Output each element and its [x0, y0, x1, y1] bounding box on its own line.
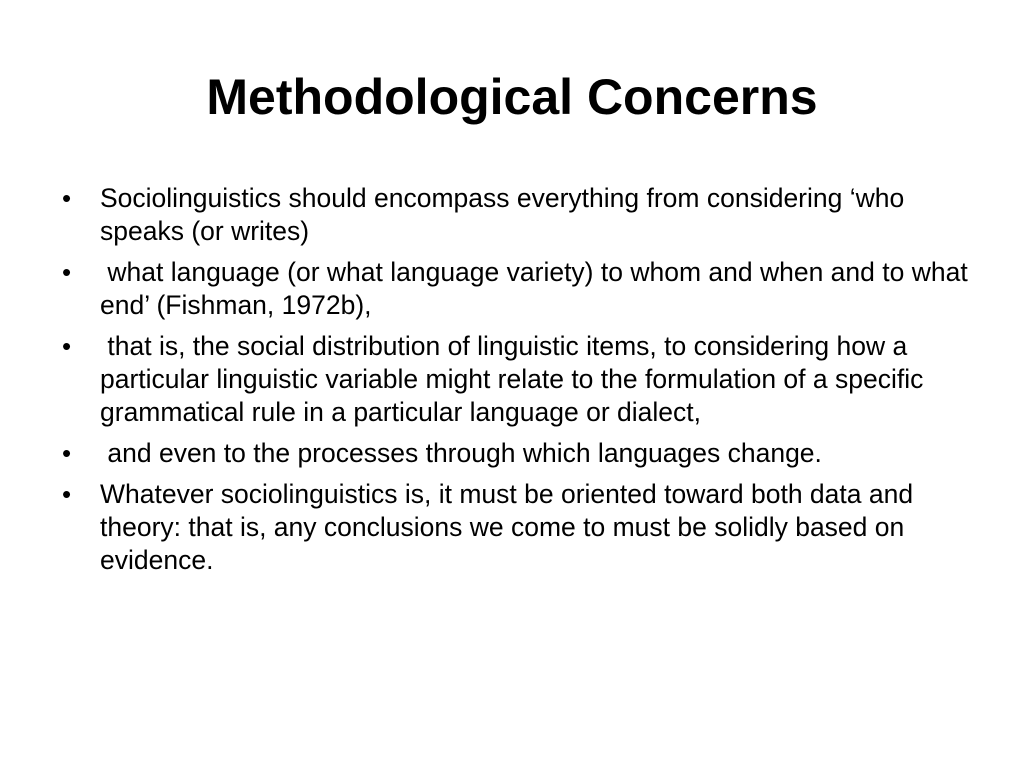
bullet-list	[60, 182, 976, 585]
slide-title: Methodological Concerns	[206, 69, 818, 125]
bullet-dot-icon: •	[62, 331, 72, 361]
bullet-dot-icon: •	[62, 183, 72, 213]
bullet-text: that is, the social distribution of linguistic items, to considering how a particular linguistic variable might relate to the formulation of a specific grammatical rule in a particular language or dialect,	[100, 331, 931, 427]
bullet-item	[60, 330, 970, 429]
bullet-item	[60, 437, 970, 470]
bullet-text: what language (or what language variety) to whom and when and to what end’ (Fishman, 1972b),	[100, 257, 976, 320]
bullet-text: Sociolinguistics should encompass everything from considering ‘who speaks (or writes)	[100, 183, 905, 246]
bullet-dot-icon: •	[62, 438, 72, 468]
bullet-dot-icon: •	[62, 257, 72, 287]
bullet-text: Whatever sociolinguistics is, it must be oriented toward both data and theory: that is, any conclusions we come to must be solidly based on evidence.	[100, 479, 914, 575]
bullet-dot-icon: •	[62, 479, 72, 509]
bullet-text: and even to the processes through which languages change.	[100, 438, 822, 468]
bullet-item	[60, 256, 976, 322]
bullet-item	[60, 478, 970, 577]
bullet-item	[60, 182, 970, 248]
